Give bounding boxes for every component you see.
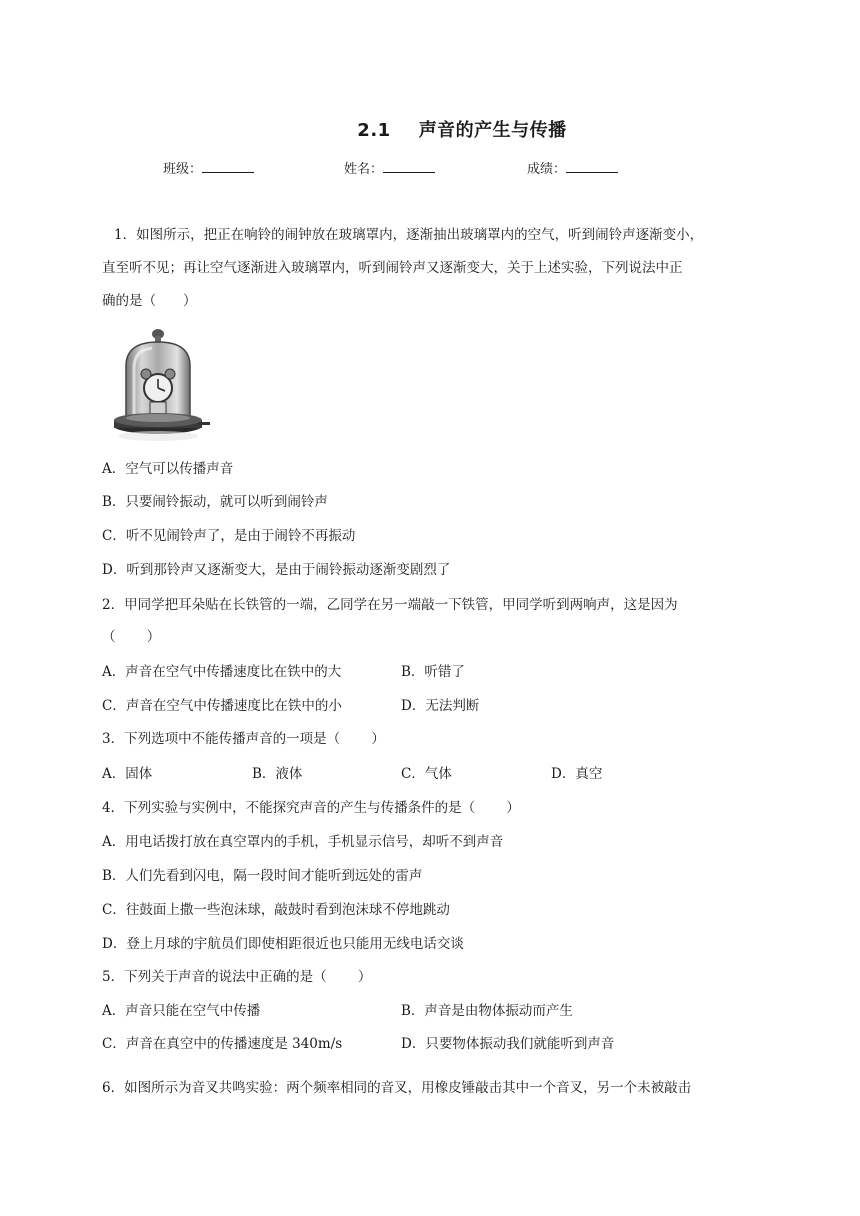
q2-option-b: B．听错了 [401,664,465,680]
q1-option-c: C．听不见闹铃声了，是由于闹铃不再振动 [102,528,356,544]
class-label: 班级： [163,162,203,177]
q2-stem-line1: 2．甲同学把耳朵贴在长铁管的一端，乙同学在另一端敲一下铁管，甲同学听到两响声，这是因为 [102,597,678,613]
q2-option-a: A．声音在空气中传播速度比在铁中的大 [102,664,342,680]
q1-option-a: A．空气可以传播声音 [102,461,234,477]
score-blank [566,160,618,173]
q5-stem: 5．下列关于声音的说法中正确的是（ ） [102,969,372,985]
q1-stem-line3: 确的是（ ） [102,293,197,309]
q5-option-c: C．声音在真空中的传播速度是 340m/s [102,1036,343,1052]
q4-stem: 4．下列实验与实例中，不能探究声音的产生与传播条件的是（ ） [102,800,520,816]
name-label: 姓名： [344,162,384,177]
q2-stem-line2: （ ） [102,629,161,645]
q4-option-c: C．往鼓面上撒一些泡沫球，敲鼓时看到泡沫球不停地跳动 [102,902,450,918]
q4-option-d: D．登上月球的宇航员们即使相距很近也只能用无线电话交谈 [102,936,464,952]
score-label: 成绩： [527,162,567,177]
q1-option-d: D．听到那铃声又逐渐变大，是由于闹铃振动逐渐变剧烈了 [102,562,451,578]
q5-option-b: B．声音是由物体振动而产生 [401,1003,573,1019]
q3-stem: 3．下列选项中不能传播声音的一项是（ ） [102,731,385,747]
q4-option-a: A．用电话拨打放在真空罩内的手机，手机显示信号，却听不到声音 [102,834,504,850]
q2-option-c: C．声音在空气中传播速度比在铁中的小 [102,698,342,714]
q3-option-a: A．固体 [102,766,153,782]
q1-stem-line1: 1．如图所示，把正在响铃的闹钟放在玻璃罩内，逐渐抽出玻璃罩内的空气，听到闹铃声逐渐变小， [114,227,704,243]
q3-option-d: D．真空 [551,766,603,782]
q2-option-d: D．无法判断 [401,698,480,714]
bell-jar-icon [112,326,212,448]
section-title: 声音的产生与传播 [418,120,567,141]
score-field [527,158,618,177]
name-field [344,158,435,177]
class-blank [202,160,254,173]
q5-option-d: D．只要物体振动我们就能听到声音 [401,1036,615,1052]
q3-option-c: C．气体 [401,766,452,782]
q5-option-a: A．声音只能在空气中传播 [102,1003,261,1019]
class-field [163,158,254,177]
section-number: 2.1 [357,120,391,141]
bell-jar-illustration [112,326,212,448]
q4-option-b: B．人们先看到闪电，隔一段时间才能听到远处的雷声 [102,868,423,884]
page-title [0,116,860,142]
name-blank [383,160,435,173]
q6-stem-line1: 6．如图所示为音叉共鸣实验：两个频率相同的音叉，用橡皮锤敲击其中一个音叉，另一个未被敲击 [102,1080,692,1096]
q3-option-b: B．液体 [252,766,303,782]
q1-stem-line2: 直至听不见；再让空气逐渐进入玻璃罩内，听到闹铃声又逐渐变大，关于上述实验，下列说法中正 [102,260,683,276]
q1-option-b: B．只要闹铃振动，就可以听到闹铃声 [102,494,328,510]
